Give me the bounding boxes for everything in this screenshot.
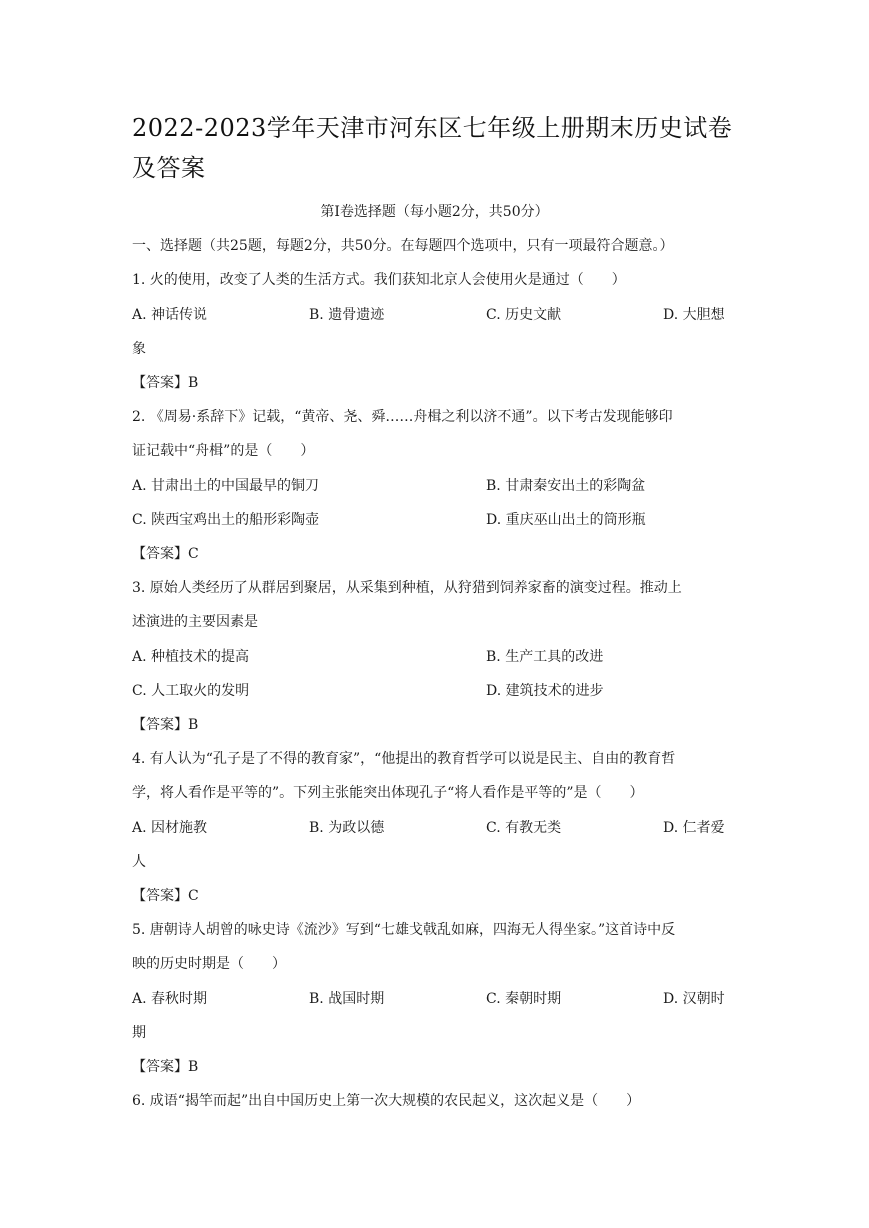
q5-option-a: A. 春秋时期	[132, 991, 208, 1007]
q4-option-d: D. 仁者爱	[663, 820, 725, 836]
q5-answer: 【答案】B	[132, 1059, 199, 1075]
q4-stem-line1: 4. 有人认为“孔子是了不得的教育家”，“他提出的教育哲学可以说是民主、自由的教育哲	[132, 751, 676, 767]
document-title: 2022-2023学年天津市河东区七年级上册期末历史试卷及答案	[132, 114, 733, 182]
q5-option-c: C. 秦朝时期	[486, 991, 562, 1007]
q4-option-c: C. 有教无类	[486, 820, 562, 836]
section-intro: 一、选择题（共25题，每题2分，共50分。在每题四个选项中，只有一项最符合题意。）	[132, 238, 674, 254]
q2-answer: 【答案】C	[132, 546, 199, 562]
q3-stem-line2: 述演进的主要因素是	[132, 614, 258, 630]
q4-answer: 【答案】C	[132, 888, 199, 904]
q4-stem-line2: 学，将人看作是平等的”。下列主张能突出体现孔子“将人看作是平等的”是（ ）	[132, 785, 644, 801]
q2-stem-line2: 证记载中“舟楫”的是（ ）	[132, 443, 315, 459]
q2-option-d: D. 重庆巫山出土的筒形瓶	[486, 512, 646, 528]
q4-option-wrap: 人	[132, 854, 146, 870]
q5-option-b: B. 战国时期	[309, 991, 385, 1007]
q5-option-wrap: 期	[132, 1025, 146, 1041]
q1-option-d: D. 大胆想	[663, 307, 725, 323]
q2-option-a: A. 甘肃出土的中国最早的铜刀	[132, 478, 320, 494]
q5-stem-line2: 映的历史时期是（ ）	[132, 956, 286, 972]
q2-stem-line1: 2. 《周易·系辞下》记载，“黄帝、尧、舜……舟楫之利以济不通”。以下考古发现能够印	[132, 409, 673, 425]
part-title: 第Ⅰ卷选择题（每小题2分，共50分）	[320, 204, 549, 220]
q2-option-b: B. 甘肃秦安出土的彩陶盆	[486, 478, 646, 494]
q6-stem: 6. 成语“揭竿而起”出自中国历史上第一次大规模的农民起义，这次起义是（ ）	[132, 1093, 641, 1109]
q1-option-wrap: 象	[132, 341, 146, 357]
q3-option-a: A. 种植技术的提高	[132, 649, 250, 665]
q1-option-c: C. 历史文献	[486, 307, 562, 323]
q5-stem-line1: 5. 唐朝诗人胡曾的咏史诗《流沙》写到“七雄戈戟乱如麻，四海无人得坐家。”这首诗中反	[132, 922, 676, 938]
q4-option-a: A. 因材施教	[132, 820, 208, 836]
q3-answer: 【答案】B	[132, 717, 199, 733]
q4-option-b: B. 为政以德	[309, 820, 385, 836]
q5-option-d: D. 汉朝时	[663, 991, 725, 1007]
q2-option-c: C. 陕西宝鸡出土的船形彩陶壶	[132, 512, 320, 528]
q3-option-b: B. 生产工具的改进	[486, 649, 604, 665]
q3-option-d: D. 建筑技术的进步	[486, 683, 604, 699]
q3-stem-line1: 3. 原始人类经历了从群居到聚居，从采集到种植，从狩猎到饲养家畜的演变过程。推动上	[132, 580, 682, 596]
q1-stem: 1. 火的使用，改变了人类的生活方式。我们获知北京人会使用火是通过（ ）	[132, 272, 626, 288]
q1-option-a: A. 神话传说	[132, 307, 208, 323]
q1-answer: 【答案】B	[132, 375, 199, 391]
q1-option-b: B. 遗骨遗迹	[309, 307, 385, 323]
q3-option-c: C. 人工取火的发明	[132, 683, 250, 699]
